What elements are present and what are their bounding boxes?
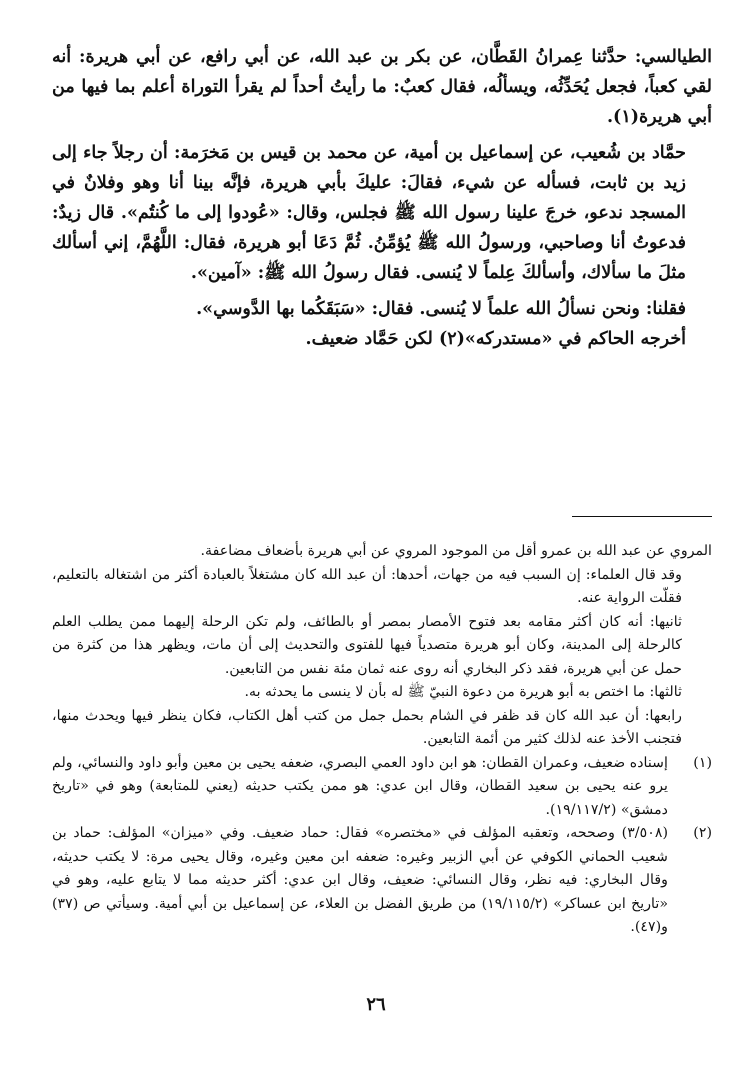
footnote-text: إسناده ضعيف، وعمران القطان: هو ابن داود العمي البصري، ضعفه يحيى بن معين وأبو داود والنسائي، ولم يرو عنه يحيى بن سعيد القطان، وقال ابن عدي: هو ممن يكتب حديثه (يعني للمتابعة) وهو في «تاريخ دمشق» (١٩/١١٧/٢). [52, 754, 668, 818]
paragraph-hammad: حمَّاد بن شُعيب، عن إسماعيل بن أمية، عن محمد بن قيس بن مَخرَمة: أن رجلاً جاء إلى زيد بن ثابت، فسأله عن شيء، فقالَ: عليكَ بأبي هريرة، فإنَّه بينا أنا وهو وفلانٌ في المسجد ندعو، خرجَ علينا رسول الله ﷺ فجلس، وقال: «عُودوا إلى ما كُنتُم». قال زيدٌ: فدعوتُ أنا وصاحبي، ورسولُ الله ﷺ يُؤمِّنُ. ثُمَّ دَعَا أبو هريرة، فقال: اللَّهُمَّ، إني أسألك مثلَ ما سألاك، وأسألكَ عِلماً لا يُنسى. فقال رسولُ الله ﷺ: «آمين». [52, 143, 686, 283]
footnote-1 [52, 752, 712, 823]
footnote-text: (٣/٥٠٨) وصححه، وتعقبه المؤلف في «مختصره» فقال: حماد ضعيف. وفي «ميزان» المؤلف: حماد بن شعيب الحماني الكوفي عن أبي الزبير وغيره: ضعفه ابن معين وغيره، وقال يحيى مرة: لا يكتب حديثه، وقال البخاري: فيه نظر، وقال النسائي: ضعيف، وقال ابن عدي: أكثر حديثه مما لا يتابع عليه، وهو في «تاريخ ابن عساكر» (١٩/١١٥/٢) من طريق الفضل بن العلاء، عن إسماعيل بن أبي أمية. وسيأتي ص (٣٧) و(٤٧). [52, 825, 669, 935]
note-reason-three: ثالثها: ما اختص به أبو هريرة من دعوة النبيّ ﷺ له بأن لا ينسى ما يحدثه به. [244, 684, 682, 700]
footnotes-section [52, 540, 712, 940]
paragraph-tayalisi: الطيالسي: حدَّثنا عِمرانُ القَطَّان، عن بكر بن عبد الله، عن أبي رافع، عن أبي هريرة: أنه لقي كعباً، فجعل يُحَدِّثُه، ويسألُه، فقال كعبٌ: ما رأيتُ أحداً لم يقرأ التوراة أعلم بما فيها من أبي هريرة(١). [52, 47, 712, 127]
note-reason-two: ثانيها: أنه كان أكثر مقامه بعد فتوح الأمصار بمصر أو بالطائف، ولم تكن الرحلة إليهما ممن يطلب العلم كالرحلة إلى المدينة، وكان أبو هريرة متصدياً فيها للفتوى والتحديث إلى أن مات، ويظهر هذا من كثرة من حمل عن أبي هريرة، فقد ذكر البخاري أنه روى عنه ثمان مئة نفس من التابعين. [52, 613, 682, 677]
page-number: ٢٦ [366, 994, 386, 1015]
footnote-number: (١) [693, 754, 712, 771]
footnote-2 [52, 822, 712, 940]
note-reasons-intro: وقد قال العلماء: إن السبب فيه من جهات، أحدها: أن عبد الله كان مشتغلاً بالعبادة أكثر من اشتغاله بالتعليم، فقلّت الرواية عنه. [52, 566, 682, 606]
note-reason-four: رابعها: أن عبد الله كان قد ظفر في الشام بحمل جمل من كتب أهل الكتاب، فكان ينظر فيها ويحدث منها، فتجنب الأخذ عنه لذلك كثير من أئمة التابعين. [52, 707, 682, 747]
paragraph-takhrij: أخرجه الحاكم في «مستدركه»(٢) لكن حَمَّاد ضعيف. [305, 329, 686, 349]
paragraph-dawsi: فقلنا: ونحن نسألُ الله علماً لا يُنسى. فقال: «سَبَقَكُما بها الدَّوسي». [196, 299, 686, 319]
main-text [52, 42, 712, 354]
page [52, 42, 712, 935]
footnote-divider [572, 516, 712, 517]
note-continuation: المروي عن عبد الله بن عمرو أقل من الموجود المروي عن أبي هريرة بأضعاف مضاعفة. [200, 543, 712, 559]
footnote-number: (٢) [693, 825, 712, 841]
